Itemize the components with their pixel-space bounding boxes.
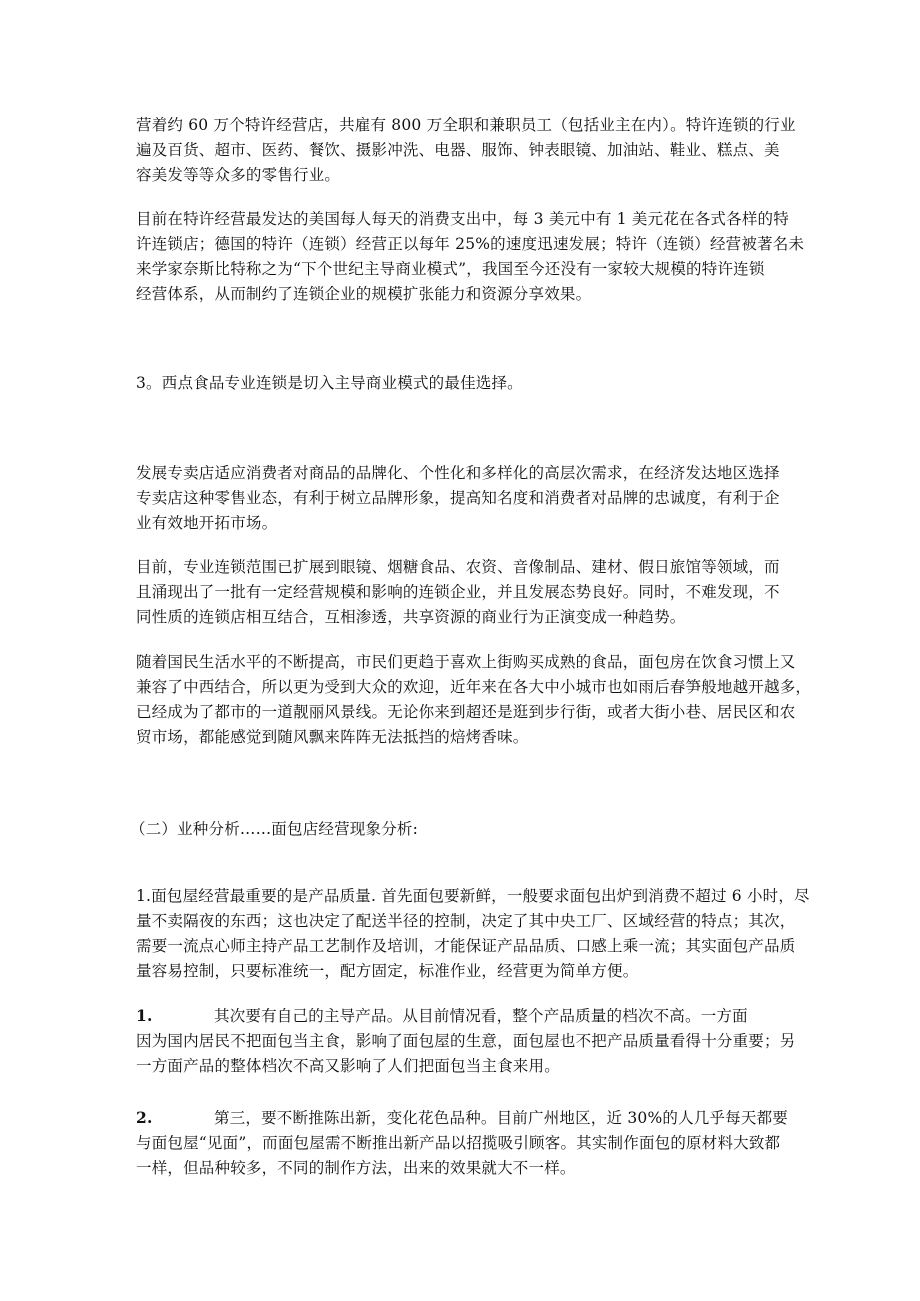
list-number: 2. [136, 1108, 153, 1127]
text-segment: 第三，要不断推陈出新，变化花色品种。目前广州地区，近 30%的人几乎每天都要 [214, 1109, 788, 1127]
text-segment: 其次要有自己的主导产品。从目前情况看，整个产品质量的档次不高。一方面 [214, 1007, 748, 1025]
text-line: 一样，但品种较多，不同的制作方法，出来的效果就大不一样。 [136, 1159, 576, 1177]
text-line: 业有效地开拓市场。 [136, 514, 278, 532]
text-line: 贸市场，都能感觉到随风飘来阵阵无法抵挡的焙烤香味。 [136, 728, 529, 746]
heading-text: 3。西点食品专业连锁是切入主导商业模式的最佳选择。 [136, 374, 523, 392]
list-number: 1. [136, 1006, 153, 1025]
text-line-first [136, 1003, 782, 1029]
text-line: 一方面产品的整体档次不高又影响了人们把面包当主食来用。 [136, 1057, 560, 1075]
text-line: 经营体系，从而制约了连锁企业的规模扩张能力和资源分享效果。 [136, 285, 592, 303]
text-line: 许连锁店；德国的特许（连锁）经营正以每年 25%的速度迅速发展；特许（连锁）经营被著名未 [136, 235, 805, 253]
text-line: 量不卖隔夜的东西；这也决定了配送半径的控制，决定了其中央工厂、区域经营的特点；其次， [136, 912, 796, 930]
text-line: 遍及百货、超市、医药、餐饮、摄影冲洗、电器、服饰、钟表眼镜、加油站、鞋业、糕点、美 [136, 141, 780, 159]
text-line: 同性质的连锁店相互结合，互相渗透，共享资源的商业行为正演变成一种趋势。 [136, 608, 686, 626]
text-line-first [136, 1105, 788, 1131]
text-line: 与面包屋“见面”，而面包屋需不断推出新产品以招揽吸引顾客。其实制作面包的原材料大致都 [136, 1134, 781, 1152]
paragraph-specialty-stores [136, 461, 782, 536]
text-line: 目前，专业连锁范围已扩展到眼镜、烟糖食品、农资、音像制品、建材、假日旅馆等领域，而 [136, 558, 780, 576]
paragraph-product-quality [136, 884, 810, 984]
text-line: 专卖店这种零售业态，有利于树立品牌形象，提高知名度和消费者对品牌的忠诚度，有利于企 [136, 489, 780, 507]
paragraph-franchise-stores [136, 113, 796, 188]
section-heading-3 [136, 371, 782, 396]
text-line: 兼容了中西结合，所以更为受到大众的欢迎，近年来在各大中小城市也如雨后春笋般地越开越多， [136, 678, 812, 696]
text-line: 1.面包屋经营最重要的是产品质量. 首先面包要新鲜，一般要求面包出炉到消费不超过 6 小时，尽 [136, 887, 810, 905]
section-heading-industry-analysis [130, 817, 776, 842]
text-line: 量容易控制，只要标准统一，配方固定，标准作业，经营更为简单方便。 [136, 962, 639, 980]
text-line: 因为国内居民不把面包当主食，影响了面包屋的生意，面包屋也不把产品质量看得十分重要；另 [136, 1032, 796, 1050]
paragraph-bakery-popularity [136, 650, 812, 750]
text-line: 且涌现出了一批有一定经营规模和影响的连锁企业，并且发展态势良好。同时，不难发现，不 [136, 583, 780, 601]
text-line: 目前在特许经营最发达的美国每人每天的消费支出中，每 3 美元中有 1 美元花在各式各样的特 [136, 210, 789, 228]
list-item-main-product [136, 1003, 796, 1079]
list-item-new-products [136, 1105, 788, 1181]
text-line: 已经成为了都市的一道靓丽风景线。无论你来到超还是逛到步行街，或者大街小巷、居民区和农 [136, 703, 796, 721]
text-line: 来学家奈斯比特称之为“下个世纪主导商业模式”，我国至今还没有一家较大规模的特许连锁 [136, 260, 765, 278]
heading-text: （二）业种分析……面包店经营现象分析: [130, 820, 419, 838]
text-line: 营着约 60 万个特许经营店，共雇有 800 万全职和兼职员工（包括业主在内）。特许连锁的行业 [136, 116, 796, 134]
text-line: 发展专卖店适应消费者对商品的品牌化、个性化和多样化的高层次需求，在经济发达地区选择 [136, 464, 780, 482]
text-line: 需要一流点心师主持产品工艺制作及培训，才能保证产品品质、口感上乘一流；其实面包产品质 [136, 937, 796, 955]
paragraph-chain-scope [136, 555, 782, 630]
text-line: 随着国民生活水平的不断提高，市民们更趋于喜欢上街购买成熟的食品，面包房在饮食习惯上又 [136, 653, 796, 671]
paragraph-us-spending [136, 207, 805, 307]
text-line: 容美发等等众多的零售行业。 [136, 166, 341, 184]
